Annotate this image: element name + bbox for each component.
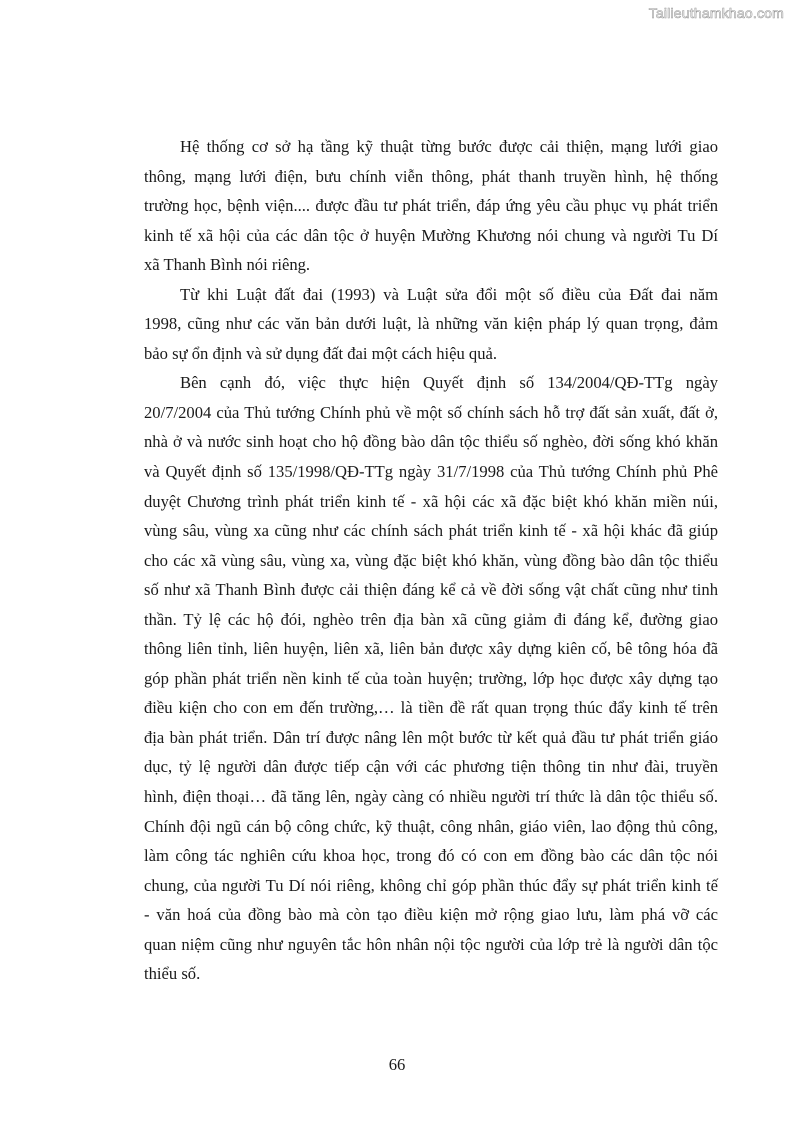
text-line: Hệ thống cơ sở hạ tầng kỹ thuật từng bước được cải thiện, mạng lưới giao bbox=[180, 137, 718, 156]
text-line: điều kiện cho con em đến trường,… là tiền đề rất quan trọng thúc đẩy kinh tế trên bbox=[144, 698, 718, 718]
text-line: và Quyết định số 135/1998/QĐ-TTg ngày 31/7/1998 của Thủ tướng Chính phủ Phê bbox=[144, 462, 718, 482]
text-line: - văn hoá của đồng bào mà còn tạo điều kiện mở rộng giao lưu, làm phá vỡ các bbox=[144, 905, 718, 925]
text-line: quan niệm cũng như nguyên tắc hôn nhân nội tộc người của lớp trẻ là người dân tộc bbox=[144, 934, 718, 954]
paragraph-land-law bbox=[144, 280, 718, 369]
text-line: Chính đội ngũ cán bộ công chức, kỹ thuật, công nhân, giáo viên, lao động thủ công, bbox=[144, 816, 718, 836]
text-line: chung, của người Tu Dí nói riêng, không chỉ góp phần thúc đẩy sự phát triển kinh tế bbox=[144, 875, 718, 895]
text-line: số như xã Thanh Bình được cải thiện đáng kể cả về đời sống vật chất cũng như tinh bbox=[144, 580, 718, 600]
text-line: thần. Tỷ lệ các hộ đói, nghèo trên địa bàn xã cũng giảm đi đáng kể, đường giao bbox=[144, 609, 718, 629]
paragraph-decisions bbox=[144, 368, 718, 988]
text-line: thông, mạng lưới điện, bưu chính viễn thông, phát thanh truyền hình, hệ thống bbox=[144, 166, 718, 186]
text-line: xã Thanh Bình nói riêng. bbox=[144, 255, 311, 275]
page-number: 66 bbox=[388, 1055, 406, 1074]
text-line: làm công tác nghiên cứu khoa học, trong đó có con em đồng bào các dân tộc nói bbox=[144, 846, 718, 866]
text-line: hình, điện thoại… đã tăng lên, ngày càng có nhiều người trí thức là dân tộc thiểu số. bbox=[144, 787, 718, 807]
text-line: góp phần phát triển nền kinh tế của toàn huyện; trường, lớp học được xây dựng tạo bbox=[144, 668, 718, 688]
text-line: trường học, bệnh viện.... được đầu tư phát triển, đáp ứng yêu cầu phục vụ phát triển bbox=[144, 196, 718, 216]
text-line: 1998, cũng như các văn bản dưới luật, là những văn kiện pháp lý quan trọng, đảm bbox=[144, 314, 718, 334]
watermark: Tailieuthamkhao.com bbox=[648, 5, 784, 21]
text-line: duyệt Chương trình phát triển kinh tế - xã hội các xã đặc biệt khó khăn miền núi, bbox=[144, 491, 718, 511]
paragraph-infrastructure bbox=[144, 132, 718, 280]
text-line: dục, tỷ lệ người dân được tiếp cận với các phương tiện thông tin như đài, truyền bbox=[144, 757, 718, 777]
text-line: nhà ở và nước sinh hoạt cho hộ đồng bào dân tộc thiểu số nghèo, đời sống khó khăn bbox=[144, 432, 718, 452]
text-line: thông liên tỉnh, liên huyện, liên xã, liên bản được xây dựng kiên cố, bê tông hóa đã bbox=[144, 639, 718, 659]
text-line: kinh tế xã hội của các dân tộc ở huyện Mường Khương nói chung và người Tu Dí bbox=[144, 225, 718, 245]
text-line: Bên cạnh đó, việc thực hiện Quyết định số 134/2004/QĐ-TTg ngày bbox=[180, 373, 718, 393]
text-line: vùng sâu, vùng xa cũng như các chính sách phát triển kinh tế - xã hội khác đã giúp bbox=[144, 521, 718, 541]
text-line: 20/7/2004 của Thủ tướng Chính phủ về một số chính sách hỗ trợ đất sản xuất, đất ở, bbox=[144, 402, 718, 422]
text-line: bảo sự ổn định và sử dụng đất đai một cách hiệu quả. bbox=[144, 343, 498, 363]
text-line: địa bàn phát triển. Dân trí được nâng lên một bước từ kết quả đầu tư phát triển giáo bbox=[144, 727, 718, 747]
text-line: cho các xã vùng sâu, vùng xa, vùng đặc biệt khó khăn, vùng đồng bào dân tộc thiểu bbox=[144, 550, 718, 570]
document-body bbox=[144, 132, 718, 989]
text-line: Từ khi Luật đất đai (1993) và Luật sửa đổi một số điều của Đất đai năm bbox=[180, 284, 718, 304]
text-line: thiểu số. bbox=[144, 964, 201, 984]
